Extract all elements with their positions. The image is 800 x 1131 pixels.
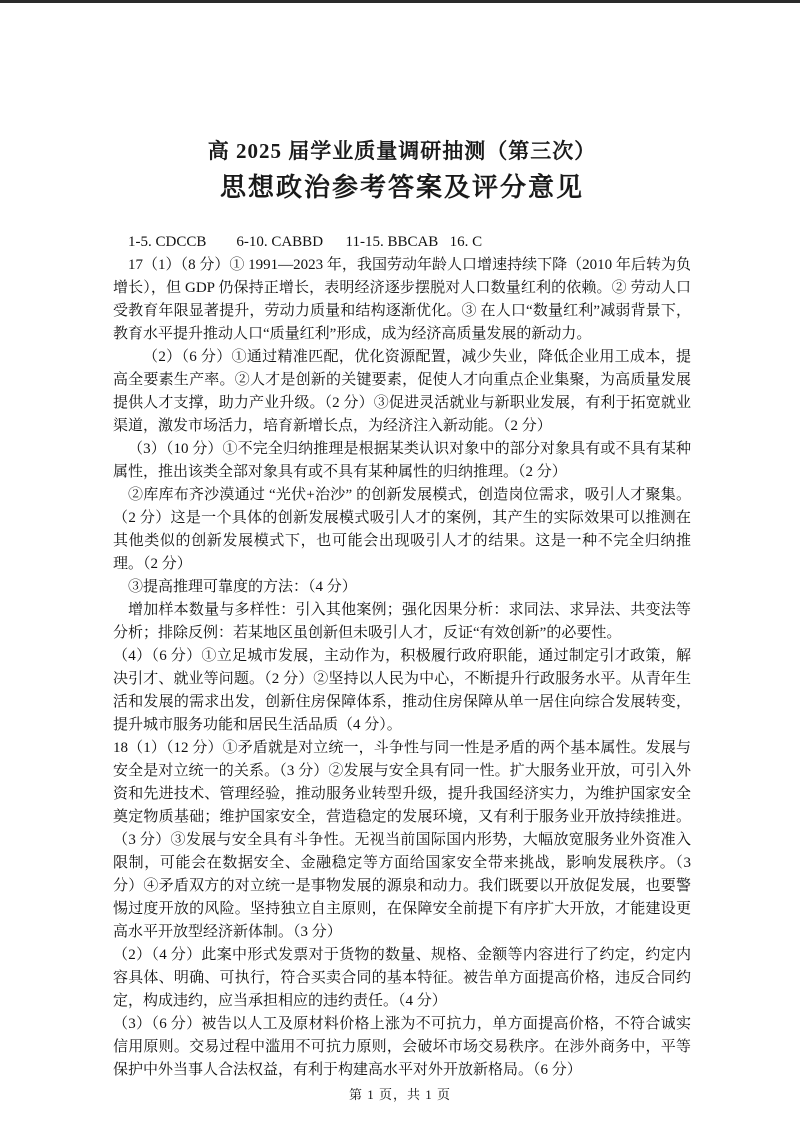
paragraph: （3）（6 分）被告以人工及原材料价格上涨为不可抗力，单方面提高价格，不符合诚实信用原则。交易过程中滥用不可抗力原则，会破坏市场交易秩序。在涉外商务中，平等保护中外当事人合法权益，有利于构建高水平对外开放新格局。（6 分） bbox=[113, 1016, 691, 1079]
paragraph: （3）（10 分）①不完全归纳推理是根据某类认识对象中的部分对象具有或不具有某种属性，推出该类全部对象具有或不具有某种属性的归纳推理。（2 分） bbox=[113, 441, 691, 481]
paragraph: 1-5. CDCCB 6-10. CABBD 11-15. BBCAB 16. C bbox=[128, 234, 483, 251]
paragraph: ③提高推理可靠度的方法：（4 分） bbox=[128, 579, 357, 596]
document-body bbox=[113, 231, 695, 1082]
paragraph: （2）（4 分）此案中形式发票对于货物的数量、规格、金额等内容进行了约定，约定内容具体、明确、可执行，符合买卖合同的基本特征。被告单方面提高价格，违反合同约定，构成违约，应当承担相应的违约责任。（4 分） bbox=[113, 947, 691, 1010]
document-subtitle: 思想政治参考答案及评分意见 bbox=[219, 173, 584, 203]
paragraph: ②库库布齐沙漠通过 “光伏+治沙” 的创新发展模式，创造岗位需求，吸引人才聚集。（2 分）这是一个具体的创新发展模式吸引人才的案例，其产生的实际效果可以推测在其他类似的创新发展模式下，也可能会出现吸引人才的结果。这是一种不完全归纳推理。（2 分） bbox=[113, 487, 691, 573]
document-content bbox=[113, 138, 695, 1082]
paragraph: （4）（6 分）①立足城市发展，主动作为，积极履行政府职能，通过制定引才政策，解决引才、就业等问题。（2 分）②坚持以人民为中心，不断提升行政服务水平。从青年生活和发展的需求出发，创新住房保障体系，推动住房保障从单一居住向综合发展转变，提升城市服务功能和居民生活品质（4 分）。 bbox=[113, 648, 691, 734]
page-number-footer: 第 1 页，共 1 页 bbox=[348, 1087, 451, 1102]
document-title: 高 2025 届学业质量调研抽测（第三次） bbox=[207, 139, 597, 163]
paragraph: 18（1）（12 分）①矛盾就是对立统一，斗争性与同一性是矛盾的两个基本属性。发展与安全是对立统一的关系。（3 分）②发展与安全具有同一性。扩大服务业开放，可引入外资和先进技术、管理经验，推动服务业转型升级，提升我国经济实力，为维护国家安全奠定物质基础；维护国家安全，营造稳定的发展环境，又有利于服务业开放持续推进。（3 分）③发展与安全具有斗争性。无视当前国际国内形势，大幅放宽服务业外资准入限制，可能会在数据安全、金融稳定等方面给国家安全带来挑战，影响发展秩序。（3 分）④矛盾双方的对立统一是事物发展的源泉和动力。我们既要以开放促发展，也要警惕过度开放的风险。坚持独立自主原则，在保障安全前提下有序扩大开放，才能建设更高水平开放型经济新体制。（3 分） bbox=[113, 740, 695, 941]
paragraph: （2）（6 分）①通过精准匹配，优化资源配置，减少失业，降低企业用工成本，提高全要素生产率。②人才是创新的关键要素，促使人才向重点企业集聚，为高质量发展提供人才支撑，助力产业升级。（2 分）③促进灵活就业与新职业发展，有利于拓宽就业渠道，激发市场活力，培育新增长点，为经济注入新动能。（2 分） bbox=[113, 349, 691, 435]
paragraph: 增加样本数量与多样性：引入其他案例；强化因果分析：求同法、求异法、共变法等分析；排除反例：若某地区虽创新但未吸引人才，反证“有效创新”的必要性。 bbox=[113, 602, 691, 642]
scan-edge-artifact bbox=[0, 0, 800, 3]
paragraph: 17（1）（8 分）① 1991—2023 年，我国劳动年龄人口增速持续下降（2010 年后转为负增长），但 GDP 仍保持正增长，表明经济逐步摆脱对人口数量红利的依赖。② 劳动人口受教育年限显著提升，劳动力质量和结构逐渐优化。③ 在人口“数量红利”减弱背景下，教育水平提升推动人口“质量红利”形成，成为经济高质量发展的新动力。 bbox=[113, 257, 691, 343]
